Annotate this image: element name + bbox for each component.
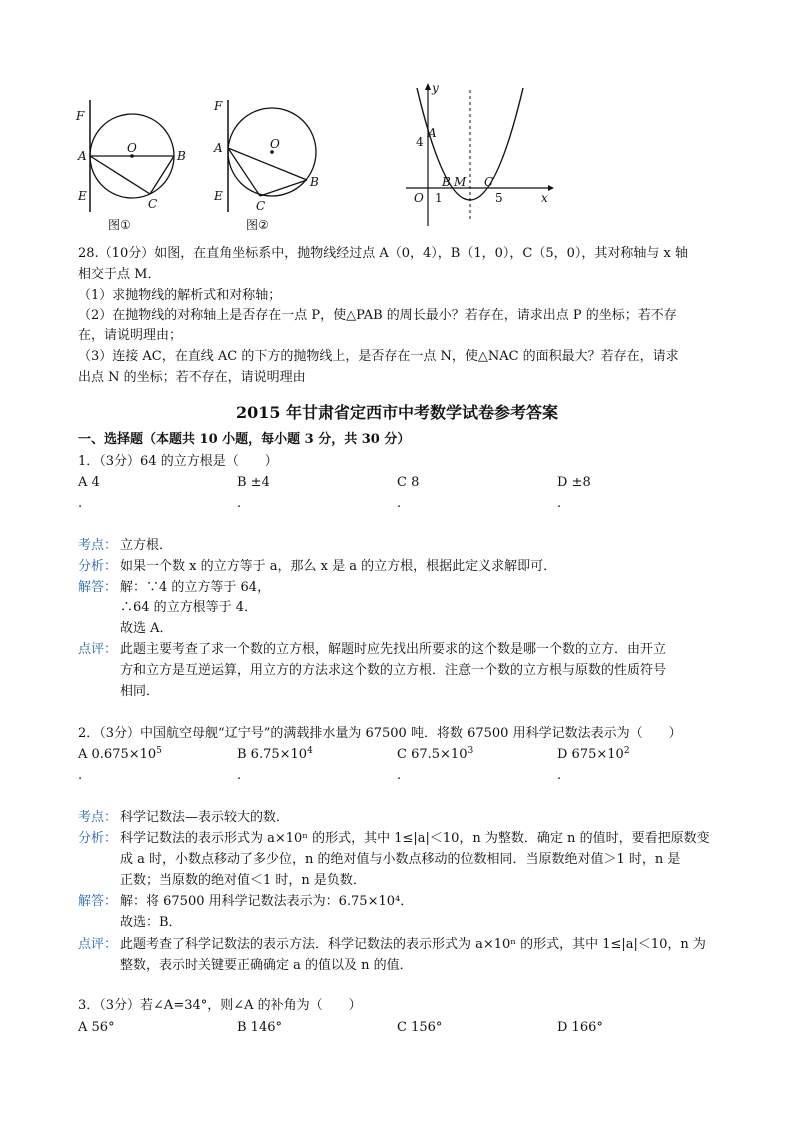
q3-option-d: D 166° (557, 1020, 603, 1035)
q1-option-a: A 4 (78, 475, 100, 490)
figure-2 (208, 94, 338, 234)
figure-1 (72, 94, 202, 234)
fig3-label-b: B (442, 175, 451, 189)
fig3-label-4: 4 (416, 135, 424, 149)
fig2-caption: 图② (246, 218, 269, 232)
q2-option-d-text: D 675×10 (557, 747, 624, 762)
q2-jieda-1: 解：将 67500 用科学记数法表示为：6.75×10⁴． (120, 894, 414, 909)
q1-kaodian-label: 考点： (78, 538, 118, 553)
fig1-label-e: E (78, 189, 87, 203)
q3-option-c: C 156° (397, 1020, 443, 1035)
q2-dot-a: . (78, 768, 83, 783)
q28-part3b: 出点 N 的坐标；若不存在，请说明理由 (78, 370, 306, 385)
fig2-label-c: C (256, 199, 266, 213)
q2-option-c-text: C 67.5×10 (397, 747, 468, 762)
fig1-label-o: O (127, 141, 137, 155)
q1-fenxi-label: 分析： (78, 559, 118, 574)
q2-dianping-2: 整数，表示时关键要正确确定 a 的值以及 n 的值． (120, 958, 413, 973)
q28-part2a: （2）在抛物线的对称轴上是否存在一点 P，使△PAB 的周长最小？若存在，请求出点 P 的坐标；若不存 (78, 308, 677, 323)
fig3-label-1: 1 (435, 191, 443, 205)
fig2-label-a: A (214, 141, 223, 155)
q2-dianping-1: 此题考查了科学记数法的表示方法．科学记数法的表示形式为 a×10ⁿ 的形式，其中 1≤|a|＜10，n 为 (120, 937, 706, 952)
q1-dianping-3: 相同． (120, 684, 160, 699)
fig3-label-x: x (541, 191, 548, 205)
q2-option-d (557, 745, 630, 765)
fig1-label-b: B (177, 149, 186, 163)
fig1-label-a: A (78, 149, 87, 163)
q2-fenxi-1: 科学记数法的表示形式为 a×10ⁿ 的形式，其中 1≤|a|＜10，n 为整数．确定 n 的值时，要看把原数变 (120, 831, 710, 846)
q2-dot-b: . (237, 768, 242, 783)
q2-dot-c: . (397, 768, 402, 783)
q3-stem: 3．（3分）若∠A=34°，则∠A 的补角为（ ） (78, 998, 362, 1013)
fig1-label-f: F (76, 109, 85, 123)
q28-part3a: （3）连接 AC，在直线 AC 的下方的抛物线上，是否存在一点 N，使△NAC 的面积最大？若存在，请求 (78, 349, 679, 364)
q1-jieda-1: 解：∵4 的立方等于 64， (120, 580, 271, 595)
q1-dot-c: . (397, 496, 402, 511)
fig2-label-o: O (270, 137, 280, 151)
q1-dianping-label: 点评： (78, 642, 118, 657)
q1-jieda-label: 解答： (78, 580, 118, 595)
q3-option-b: B 146° (237, 1020, 282, 1035)
q2-jieda-label: 解答： (78, 894, 118, 909)
q2-kaodian: 科学记数法—表示较大的数． (120, 810, 290, 825)
q1-option-c: C 8 (397, 475, 420, 490)
q2-option-b-text: B 6.75×10 (237, 747, 308, 762)
fig3-label-o: O (414, 191, 424, 205)
q1-option-d: D ±8 (557, 475, 591, 490)
q1-option-b: B ±4 (237, 475, 270, 490)
q2-option-a-text: A 0.675×10 (78, 747, 157, 762)
fig2-label-b: B (310, 175, 319, 189)
q1-jieda-2: ∴64 的立方根等于 4． (120, 600, 258, 615)
q1-jieda-3: 故选 A． (120, 621, 173, 636)
q1-dot-a: . (78, 496, 83, 511)
fig2-label-e: E (214, 189, 223, 203)
fig3-label-m: M (454, 175, 467, 189)
q2-option-c-exp: 3 (467, 746, 474, 756)
fig3-label-a: A (428, 126, 437, 140)
q2-fenxi-2: 成 a 时，小数点移动了多少位，n 的绝对值与小数点移动的位数相同．当原数绝对值＞1 时，n 是 (120, 852, 681, 867)
fig2-label-f: F (214, 99, 223, 113)
q2-option-b (237, 745, 313, 765)
fig3-label-c: C (484, 175, 494, 189)
figure-3 (400, 80, 560, 230)
q2-option-a (78, 745, 162, 765)
q1-dot-d: . (557, 496, 562, 511)
q2-option-b-exp: 4 (307, 746, 313, 756)
answer-title: 2015 年甘肃省定西市中考数学试卷参考答案 (235, 403, 559, 422)
q2-stem: 2．（3分）中国航空母舰“辽宁号”的满载排水量为 67500 吨．将数 67500 用科学记数法表示为（ ） (78, 726, 682, 741)
q1-kaodian: 立方根． (120, 538, 173, 553)
section-heading: 一、选择题（本题共 10 小题，每小题 3 分，共 30 分） (78, 432, 411, 447)
q2-option-c (397, 745, 473, 765)
fig3-label-5: 5 (495, 191, 503, 205)
q3-option-a: A 56° (78, 1020, 115, 1035)
q1-dot-b: . (237, 496, 242, 511)
q1-stem: 1．（3分）64 的立方根是（ ） (78, 454, 278, 469)
q2-fenxi-3: 正数；当原数的绝对值＜1 时，n 是负数． (120, 873, 366, 888)
q28-line2: 相交于点 M． (78, 267, 161, 282)
q1-fenxi: 如果一个数 x 的立方等于 a，那么 x 是 a 的立方根，根据此定义求解即可． (120, 559, 557, 574)
fig1-caption: 图① (108, 218, 131, 232)
q28-part1: （1）求抛物线的解析式和对称轴； (78, 288, 282, 303)
q2-jieda-2: 故选：B． (120, 915, 182, 930)
q28-line1: 28.（10分）如图，在直角坐标系中，抛物线经过点 A（0，4），B（1，0），C（5，0），其对称轴与 x 轴 (78, 246, 688, 261)
q28-part2b: 在，请说明理由； (78, 328, 183, 343)
q2-kaodian-label: 考点： (78, 810, 118, 825)
q2-fenxi-label: 分析： (78, 831, 118, 846)
fig3-label-y: y (432, 81, 439, 95)
q2-dot-d: . (557, 768, 562, 783)
q2-option-d-exp: 2 (623, 746, 630, 756)
q2-option-a-exp: 5 (156, 746, 162, 756)
q2-dianping-label: 点评： (78, 937, 118, 952)
fig1-label-c: C (148, 197, 158, 211)
q1-dianping-2: 方和立方是互逆运算，用立方的方法求这个数的立方根．注意一个数的立方根与原数的性质符号 (120, 663, 667, 678)
q1-dianping-1: 此题主要考查了求一个数的立方根，解题时应先找出所要求的这个数是哪一个数的立方．由开立 (120, 642, 667, 657)
